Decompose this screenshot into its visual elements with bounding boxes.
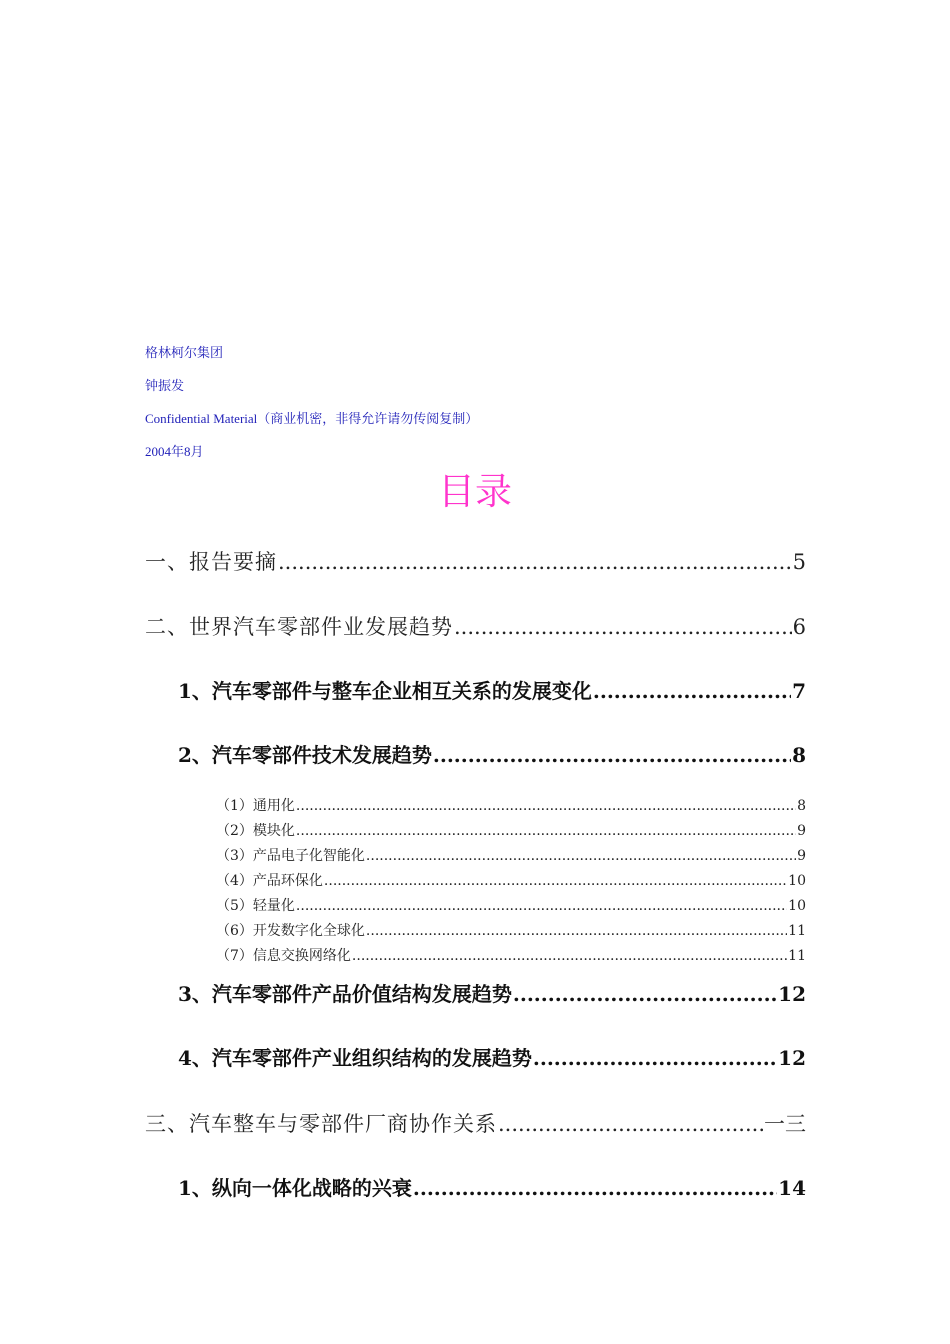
toc-entry[interactable] (178, 1044, 806, 1072)
toc-entry-label: （5）轻量化 (216, 898, 295, 914)
toc-entry[interactable] (216, 947, 806, 965)
toc-entry-page: 9 (797, 848, 806, 864)
toc-leader-dots (533, 1044, 777, 1072)
toc-entry-page: 8 (797, 798, 806, 814)
toc-entry-label: 一、报告要摘 (145, 550, 277, 574)
toc-entry[interactable] (216, 922, 806, 940)
toc-leader-dots (366, 922, 787, 940)
toc-entry-page: 一三 (764, 1112, 806, 1136)
toc-entry[interactable] (216, 797, 806, 815)
toc-leader-dots (413, 1174, 777, 1202)
toc-entry-page: 12 (778, 1046, 806, 1070)
toc-leader-dots (513, 980, 777, 1008)
toc-entry-page: 12 (778, 982, 806, 1006)
toc-entry[interactable] (216, 897, 806, 915)
toc-leader-dots (278, 548, 792, 576)
toc-entry[interactable] (178, 1174, 806, 1202)
toc-entry[interactable] (216, 822, 806, 840)
toc-entry-label: 三、汽车整车与零部件厂商协作关系 (145, 1112, 497, 1136)
toc-leader-dots (454, 613, 792, 641)
toc-entry-page: 11 (788, 948, 806, 964)
toc-entry[interactable] (145, 1110, 806, 1138)
toc-entry-label: 二、世界汽车零部件业发展趋势 (145, 615, 453, 639)
report-date: 2004年8月 (145, 444, 204, 459)
toc-entry-label: 1、纵向一体化战略的兴衰 (178, 1176, 412, 1200)
confidential-notice: Confidential Material（商业机密，非得允许请勿传阅复制） (145, 411, 479, 426)
toc-entry[interactable] (178, 980, 806, 1008)
toc-leader-dots (324, 872, 787, 890)
toc-title: 目录 (438, 470, 512, 513)
toc-entry-page: 11 (788, 923, 806, 939)
toc-entry-label: （1）通用化 (216, 798, 295, 814)
toc-entry-label: （7）信息交换网络化 (216, 948, 351, 964)
toc-leader-dots (296, 822, 796, 840)
toc-entry-label: （6）开发数字化全球化 (216, 923, 365, 939)
company-name: 格林柯尔集团 (145, 345, 224, 360)
toc-entry-page: 10 (788, 873, 806, 889)
toc-entry-page: 14 (778, 1176, 806, 1200)
toc-entry-page: 8 (792, 743, 806, 767)
toc-entry-label: （4）产品环保化 (216, 873, 323, 889)
author-name: 钟振发 (145, 378, 185, 393)
toc-leader-dots (433, 741, 791, 769)
toc-entry-label: （3）产品电子化智能化 (216, 848, 365, 864)
toc-entry[interactable] (145, 613, 806, 641)
toc-entry-label: 1、汽车零部件与整车企业相互关系的发展变化 (178, 679, 592, 703)
toc-entry[interactable] (178, 677, 806, 705)
toc-entry[interactable] (216, 847, 806, 865)
toc-leader-dots (498, 1110, 763, 1138)
toc-leader-dots (352, 947, 787, 965)
toc-entry-label: 2、汽车零部件技术发展趋势 (178, 743, 432, 767)
toc-entry-page: 5 (792, 550, 806, 574)
toc-leader-dots (296, 797, 796, 815)
toc-entry[interactable] (145, 548, 806, 576)
toc-entry[interactable] (216, 872, 806, 890)
toc-entry-label: 4、汽车零部件产业组织结构的发展趋势 (178, 1046, 532, 1070)
toc-entry-page: 6 (792, 615, 806, 639)
toc-entry[interactable] (178, 741, 806, 769)
toc-leader-dots (366, 847, 796, 865)
toc-entry-label: （2）模块化 (216, 823, 295, 839)
toc-leader-dots (296, 897, 787, 915)
toc-entry-page: 9 (797, 823, 806, 839)
toc-entry-page: 10 (788, 898, 806, 914)
toc-entry-label: 3、汽车零部件产品价值结构发展趋势 (178, 982, 512, 1006)
toc-entry-page: 7 (792, 679, 806, 703)
toc-leader-dots (593, 677, 791, 705)
